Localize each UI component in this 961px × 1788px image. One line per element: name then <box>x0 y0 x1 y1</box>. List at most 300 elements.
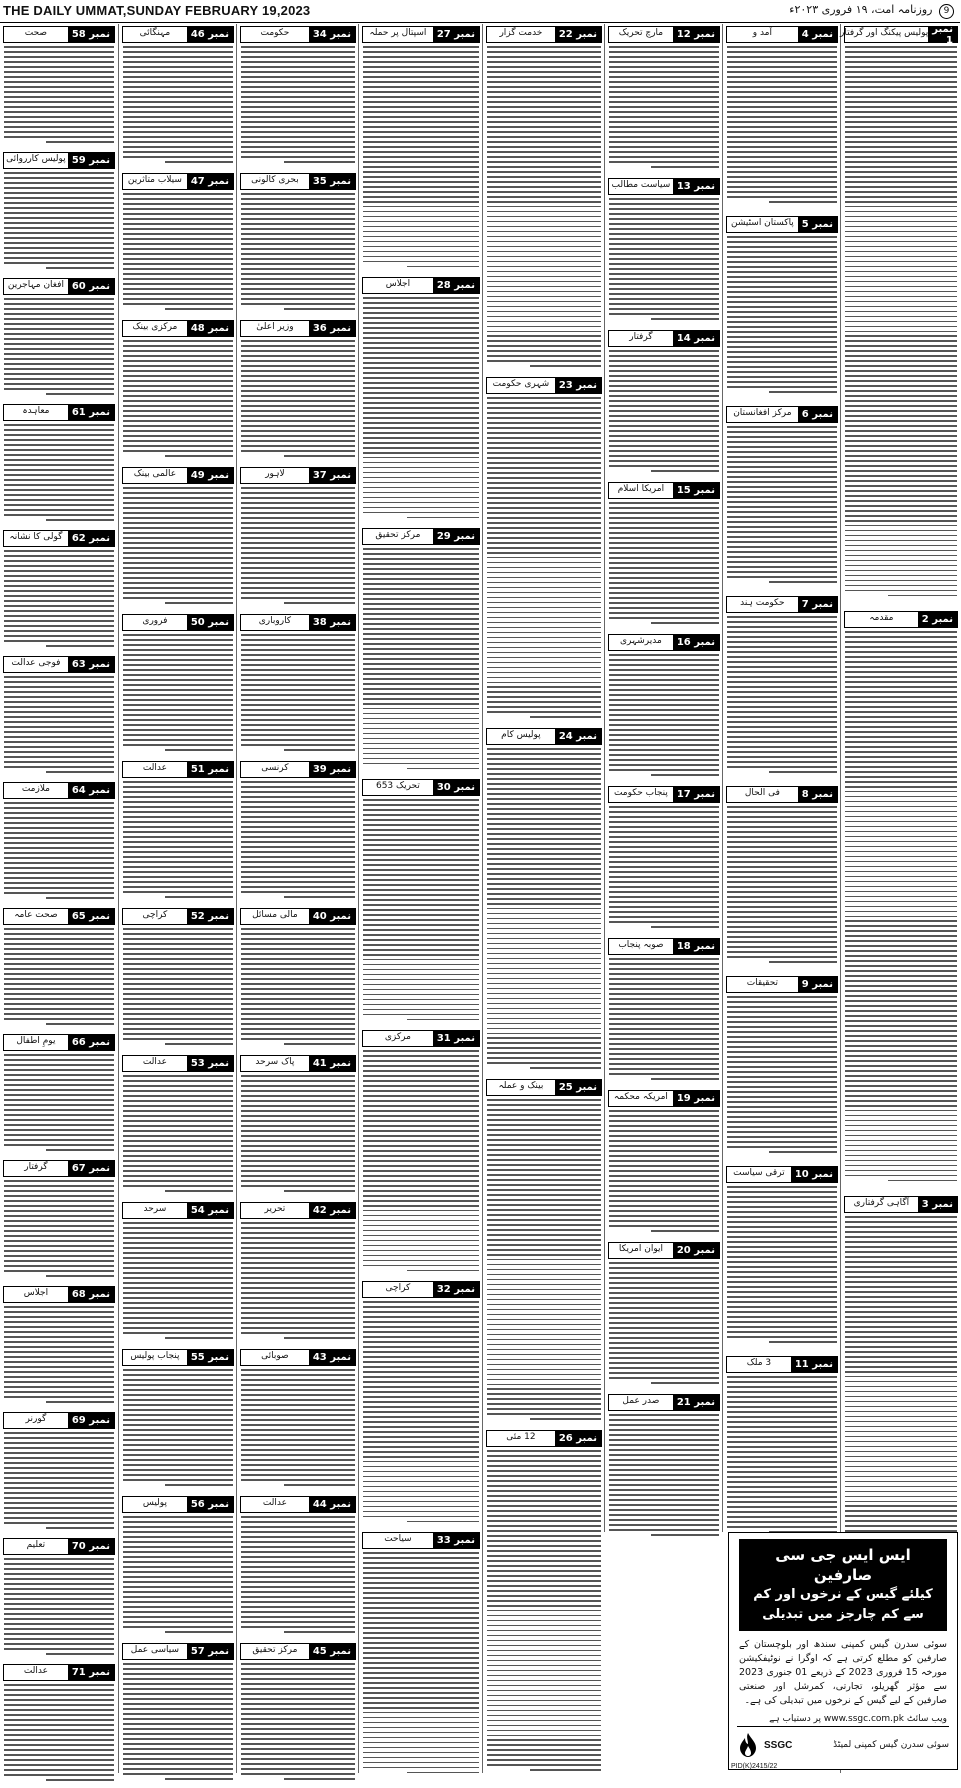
text-line <box>845 71 957 73</box>
text-line <box>727 661 837 663</box>
masthead-urdu-text: روزنامہ امت، ۱۹ فروری ۲۰۲۳ء <box>789 3 933 16</box>
text-line <box>609 714 719 716</box>
text-line <box>363 1722 479 1724</box>
text-line <box>363 1552 479 1554</box>
notice-body-lines <box>727 46 837 202</box>
text-line <box>241 86 355 88</box>
text-line <box>727 166 837 168</box>
notice-number: نمبر 70 <box>68 1539 114 1554</box>
notice-body-lines <box>123 340 233 456</box>
text-line <box>363 1622 479 1624</box>
text-line <box>241 659 355 661</box>
masthead-urdu <box>789 3 954 19</box>
text-line <box>487 888 601 890</box>
text-line <box>609 582 719 584</box>
text-line <box>123 502 233 504</box>
text-line <box>727 1096 837 1098</box>
text-line <box>123 846 233 848</box>
text-line <box>845 1341 957 1343</box>
text-line <box>845 430 957 432</box>
text-line <box>4 323 114 325</box>
text-line <box>241 223 355 225</box>
text-line <box>4 308 114 310</box>
text-line <box>123 1003 233 1005</box>
text-line <box>487 1630 601 1632</box>
text-line <box>123 146 233 148</box>
text-line <box>487 627 601 629</box>
text-line <box>487 572 601 574</box>
text-line <box>241 1115 355 1117</box>
text-line <box>487 1374 601 1376</box>
text-line <box>845 1306 957 1308</box>
notice-number: نمبر 14 <box>673 331 719 346</box>
text-line <box>363 1265 479 1267</box>
text-line <box>165 1337 233 1339</box>
text-line <box>487 201 601 203</box>
text-line <box>727 541 837 543</box>
notice-headline: مقدمہ <box>869 613 894 623</box>
notice-entry <box>119 1055 237 1200</box>
text-line <box>4 1331 114 1333</box>
text-line <box>4 429 114 431</box>
text-line <box>487 1299 601 1301</box>
text-line <box>609 61 719 63</box>
text-line <box>609 1282 719 1284</box>
text-line <box>407 1019 479 1021</box>
text-line <box>609 507 719 509</box>
text-line <box>845 1226 957 1228</box>
text-line <box>363 1075 479 1077</box>
text-line <box>487 126 601 128</box>
text-line <box>845 580 957 582</box>
text-line <box>609 1063 719 1065</box>
notice-headline: یومِ اطفال <box>16 1036 56 1046</box>
text-line <box>727 516 837 518</box>
text-line <box>4 746 114 748</box>
text-line <box>4 1588 114 1590</box>
text-line <box>609 1342 719 1344</box>
text-line <box>241 360 355 362</box>
text-line <box>241 146 355 148</box>
notice-headline: حکومت ہند <box>740 598 785 608</box>
text-line <box>241 694 355 696</box>
text-line <box>123 654 233 656</box>
text-line <box>363 467 479 469</box>
text-line <box>727 1316 837 1318</box>
notice-header <box>608 178 720 195</box>
text-line <box>845 1381 957 1383</box>
text-line <box>727 1291 837 1293</box>
text-line <box>609 131 719 133</box>
text-line <box>487 1535 601 1537</box>
text-line <box>363 161 479 163</box>
text-line <box>363 1401 479 1403</box>
text-line <box>123 390 233 392</box>
text-line <box>123 1384 233 1386</box>
text-line <box>241 283 355 285</box>
text-line <box>363 673 479 675</box>
text-line <box>241 993 355 995</box>
text-line <box>845 1515 957 1517</box>
text-line <box>4 1245 114 1247</box>
text-line <box>241 1100 355 1102</box>
text-line <box>363 51 479 53</box>
text-line <box>4 464 114 466</box>
text-line <box>4 509 114 511</box>
text-line <box>727 1281 837 1283</box>
text-line <box>609 460 719 462</box>
text-line <box>845 1431 957 1433</box>
text-line <box>241 81 355 83</box>
text-line <box>845 410 957 412</box>
text-line <box>4 459 114 461</box>
text-line <box>241 385 355 387</box>
notice-entry <box>0 1664 118 1788</box>
text-line <box>845 736 957 738</box>
text-line <box>123 1738 233 1740</box>
notice-header <box>240 173 356 190</box>
text-line <box>487 422 601 424</box>
text-line <box>845 836 957 838</box>
ad-company-name: سوئی سدرن گیس کمپنی لمیٹڈ <box>833 1740 949 1750</box>
text-line <box>4 202 114 204</box>
text-line <box>845 191 957 193</box>
text-line <box>241 76 355 78</box>
text-line <box>727 736 837 738</box>
notice-body-lines <box>4 298 114 394</box>
notice-body-lines <box>241 1516 355 1632</box>
text-line <box>363 1466 479 1468</box>
notice-headline: لاہور <box>265 469 285 479</box>
text-line <box>4 1200 114 1202</box>
text-line <box>487 91 601 93</box>
notice-header <box>3 1160 115 1177</box>
text-line <box>487 1364 601 1366</box>
notice-header <box>122 173 234 190</box>
text-line <box>845 896 957 898</box>
text-line <box>609 1155 719 1157</box>
text-line <box>363 1145 479 1147</box>
text-line <box>487 256 601 258</box>
text-line <box>487 808 601 810</box>
text-line <box>487 206 601 208</box>
text-line <box>487 1465 601 1467</box>
notice-number: نمبر 29 <box>433 529 479 544</box>
text-line <box>123 340 233 342</box>
text-line <box>845 636 957 638</box>
text-line <box>4 348 114 350</box>
text-line <box>487 1229 601 1231</box>
text-line <box>845 861 957 863</box>
notice-body-lines <box>845 631 957 1181</box>
text-line <box>487 913 601 915</box>
text-line <box>407 517 479 519</box>
text-line <box>4 998 114 1000</box>
text-line <box>845 1095 957 1097</box>
text-line <box>487 462 601 464</box>
text-line <box>487 1495 601 1497</box>
text-line <box>363 964 479 966</box>
text-line <box>727 1041 837 1043</box>
text-line <box>609 522 719 524</box>
text-line <box>845 1456 957 1458</box>
text-line <box>123 258 233 260</box>
text-line <box>487 1309 601 1311</box>
text-line <box>4 827 114 829</box>
text-line <box>241 1175 355 1177</box>
text-line <box>609 1008 719 1010</box>
text-line <box>609 1160 719 1162</box>
text-line <box>4 298 114 300</box>
text-line <box>4 504 114 506</box>
text-line <box>487 106 601 108</box>
notice-number: نمبر 54 <box>187 1203 233 1218</box>
text-line <box>845 1391 957 1393</box>
text-line <box>363 1747 479 1749</box>
notice-body-lines <box>123 487 233 603</box>
text-line <box>363 1260 479 1262</box>
notice-headline: بحری کالونی <box>251 175 299 185</box>
text-line <box>609 1499 719 1501</box>
text-line <box>845 1045 957 1047</box>
text-line <box>363 1331 479 1333</box>
text-line <box>845 365 957 367</box>
text-line <box>363 939 479 941</box>
text-line <box>487 1139 601 1141</box>
text-line <box>487 1680 601 1682</box>
notice-headline: کراچی <box>385 1283 411 1293</box>
text-line <box>609 141 719 143</box>
notice-header <box>3 908 115 925</box>
text-line <box>609 208 719 210</box>
text-line <box>4 343 114 345</box>
notice-headline: سیاسی عمل <box>130 1645 180 1655</box>
text-line <box>487 1640 601 1642</box>
text-line <box>487 427 601 429</box>
text-line <box>845 1175 957 1177</box>
text-line <box>609 1170 719 1172</box>
text-line <box>4 1185 114 1187</box>
notice-number: نمبر 17 <box>673 787 719 802</box>
notice-entry <box>0 26 118 150</box>
text-line <box>363 427 479 429</box>
text-line <box>363 497 479 499</box>
text-line <box>241 527 355 529</box>
text-line <box>4 1366 114 1368</box>
text-line <box>487 76 601 78</box>
text-line <box>845 1361 957 1363</box>
text-line <box>487 1319 601 1321</box>
text-line <box>845 291 957 293</box>
text-line <box>241 739 355 741</box>
text-line <box>487 788 601 790</box>
text-line <box>363 613 479 615</box>
text-line <box>727 486 837 488</box>
text-line <box>609 1287 719 1289</box>
text-line <box>4 222 114 224</box>
text-line <box>487 1334 601 1336</box>
text-line <box>363 1491 479 1493</box>
notice-number: نمبر 45 <box>309 1644 355 1659</box>
text-line <box>727 96 837 98</box>
text-line <box>241 1688 355 1690</box>
notice-body-lines <box>4 172 114 268</box>
text-line <box>4 489 114 491</box>
notice-entry <box>483 1079 605 1428</box>
text-line <box>123 1252 233 1254</box>
text-line <box>363 437 479 439</box>
text-line <box>241 1541 355 1543</box>
text-line <box>363 1220 479 1222</box>
text-line <box>609 308 719 310</box>
text-line <box>4 373 114 375</box>
notice-headline: صدر عمل <box>622 1396 660 1406</box>
text-line <box>845 420 957 422</box>
text-line <box>609 654 719 656</box>
text-line <box>46 771 114 773</box>
text-line <box>727 531 837 533</box>
text-line <box>845 126 957 128</box>
text-line <box>363 1687 479 1689</box>
text-line <box>241 1080 355 1082</box>
notice-header <box>726 406 838 423</box>
text-line <box>727 141 837 143</box>
text-line <box>4 1018 114 1020</box>
text-line <box>123 801 233 803</box>
notice-entry <box>237 173 359 318</box>
notice-headline: بینک و عملہ <box>498 1081 544 1091</box>
notice-entry <box>723 786 841 974</box>
text-line <box>363 231 479 233</box>
text-line <box>4 766 114 768</box>
text-line <box>4 600 114 602</box>
text-line <box>123 435 233 437</box>
text-line <box>241 445 355 447</box>
text-line <box>609 1312 719 1314</box>
text-line <box>123 1165 233 1167</box>
text-line <box>241 487 355 489</box>
notice-body-lines <box>363 548 479 769</box>
text-line <box>487 266 601 268</box>
notice-number: نمبر 24 <box>555 729 601 744</box>
text-line <box>845 955 957 957</box>
text-line <box>845 66 957 68</box>
text-line <box>123 248 233 250</box>
text-line <box>123 821 233 823</box>
text-line <box>4 565 114 567</box>
text-line <box>487 893 601 895</box>
text-line <box>487 542 601 544</box>
text-line <box>363 417 479 419</box>
text-line <box>363 1255 479 1257</box>
text-line <box>845 1321 957 1323</box>
text-line <box>487 121 601 123</box>
text-line <box>609 1023 719 1025</box>
text-line <box>4 328 114 330</box>
text-line <box>845 916 957 918</box>
text-line <box>487 1625 601 1627</box>
notice-body-lines <box>363 1301 479 1522</box>
text-line <box>4 217 114 219</box>
text-line <box>609 973 719 975</box>
text-line <box>609 273 719 275</box>
text-line <box>609 1135 719 1137</box>
text-line <box>241 1292 355 1294</box>
text-line <box>165 1631 233 1633</box>
notice-entry <box>723 1166 841 1354</box>
text-line <box>727 861 837 863</box>
notice-headline: صحت عامہ <box>14 910 58 920</box>
text-line <box>727 1196 837 1198</box>
text-line <box>363 462 479 464</box>
text-line <box>4 444 114 446</box>
text-line <box>487 818 601 820</box>
text-line <box>727 876 837 878</box>
notice-entry <box>605 26 723 176</box>
text-line <box>487 562 601 564</box>
text-line <box>363 558 479 560</box>
text-line <box>123 806 233 808</box>
text-line <box>727 1206 837 1208</box>
text-line <box>4 1210 114 1212</box>
text-line <box>241 1262 355 1264</box>
text-line <box>123 425 233 427</box>
notice-entry <box>483 1430 605 1779</box>
text-line <box>241 1758 355 1760</box>
text-line <box>769 581 837 583</box>
text-line <box>487 101 601 103</box>
ssgc-logo-text: SSGC <box>764 1739 793 1751</box>
text-line <box>487 1169 601 1171</box>
text-line <box>727 621 837 623</box>
notice-body-lines <box>363 46 479 267</box>
text-line <box>241 1297 355 1299</box>
text-line <box>46 645 114 647</box>
notice-header <box>240 614 356 631</box>
text-line <box>845 96 957 98</box>
text-line <box>4 1119 114 1121</box>
text-line <box>845 1461 957 1463</box>
text-line <box>363 1346 479 1348</box>
text-line <box>4 1482 114 1484</box>
text-line <box>4 469 114 471</box>
text-line <box>241 567 355 569</box>
text-line <box>4 1613 114 1615</box>
text-line <box>487 1129 601 1131</box>
text-line <box>727 851 837 853</box>
text-line <box>241 1013 355 1015</box>
text-line <box>123 487 233 489</box>
text-line <box>123 1561 233 1563</box>
text-line <box>123 243 233 245</box>
text-line <box>363 1336 479 1338</box>
text-line <box>363 1642 479 1644</box>
text-line <box>845 51 957 53</box>
text-line <box>241 679 355 681</box>
notice-headline: معاہدہ <box>22 406 50 416</box>
text-line <box>487 141 601 143</box>
text-line <box>845 806 957 808</box>
text-line <box>363 136 479 138</box>
text-line <box>845 1256 957 1258</box>
ad-code: PID(K)2415/22 <box>731 1763 778 1770</box>
text-line <box>845 1236 957 1238</box>
text-line <box>165 161 233 163</box>
text-line <box>4 1316 114 1318</box>
text-line <box>727 156 837 158</box>
notice-entry <box>0 278 118 402</box>
text-line <box>845 940 957 942</box>
